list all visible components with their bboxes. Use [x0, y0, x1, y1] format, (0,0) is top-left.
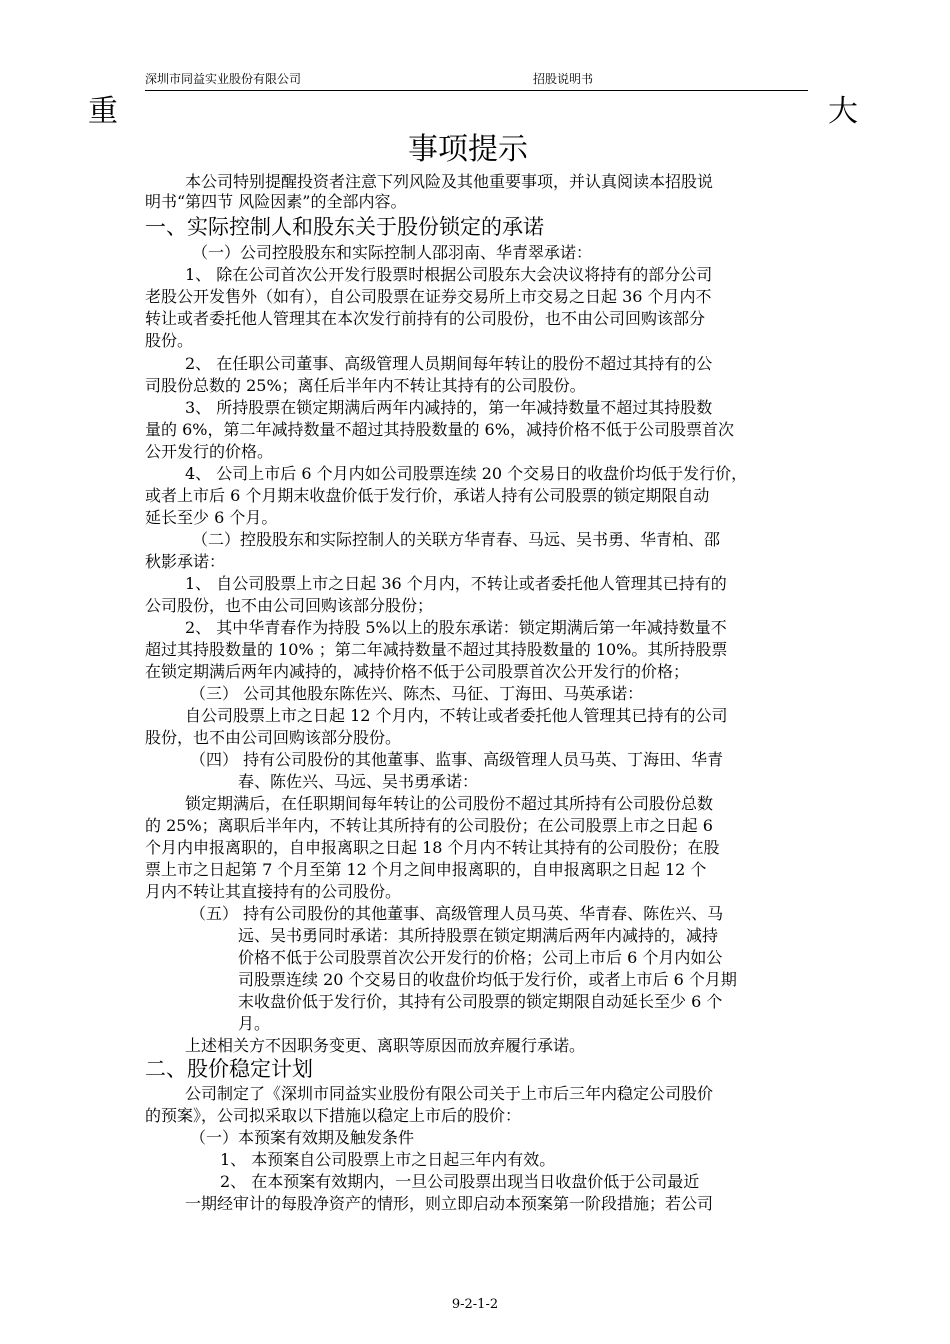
para-line: （三） 公司其他股东陈佐兴、陈杰、马征、丁海田、马英承诺：	[190, 684, 644, 703]
para-line: （二）控股股东和实际控制人的关联方华青春、马远、吴书勇、华青柏、邵	[192, 530, 721, 549]
para-line: 司股份总数的 25%；离任后半年内不转让其持有的公司股份。	[145, 376, 586, 395]
para-line: 月内不转让其直接持有的公司股份。	[145, 882, 402, 901]
para-line: 自公司股票上市之日起 12 个月内，不转让或者委托他人管理其已持有的公司	[185, 706, 728, 725]
page-number: 9-2-1-2	[451, 1297, 499, 1312]
para-line: 老股公开发售外（如有），自公司股票在证券交易所上市交易之日起 36 个月内不	[145, 287, 712, 306]
intro-line: 明书“第四节 风险因素”的全部内容。	[145, 192, 407, 211]
para-line: 一期经审计的每股净资产的情形，则立即启动本预案第一阶段措施；若公司	[185, 1194, 714, 1213]
para-line: 月。	[238, 1014, 271, 1033]
para-line: 1、 自公司股票上市之日起 36 个月内，不转让或者委托他人管理其已持有的	[185, 574, 727, 593]
intro-line: 本公司特别提醒投资者注意下列风险及其他重要事项，并认真阅读本招股说	[185, 172, 714, 191]
title-char-1: 重	[88, 94, 118, 129]
para-line: 2、 在任职公司董事、高级管理人员期间每年转让的股份不超过其持有的公	[185, 354, 713, 373]
para-line: （一）公司控股股东和实际控制人邵羽南、华青翠承诺：	[192, 243, 593, 262]
para-line: （五） 持有公司股份的其他董事、高级管理人员马英、华青春、陈佐兴、马	[190, 904, 724, 923]
para-line: 公司股份，也不由公司回购该部分股份；	[145, 596, 434, 615]
para-line: 的 25%；离职后半年内，不转让其所持有的公司股份；在公司股票上市之日起 6	[145, 816, 713, 835]
para-line: 远、吴书勇同时承诺：其所持股票在锁定期满后两年内减持的，减持	[238, 926, 719, 945]
para-line: 司股票连续 20 个交易日的收盘价均低于发行价，或者上市后 6 个月期	[238, 970, 737, 989]
para-line: 1、 除在公司首次公开发行股票时根据公司股东大会决议将持有的部分公司	[185, 265, 713, 284]
section-1-heading: 一、实际控制人和股东关于股份锁定的承诺	[145, 215, 544, 239]
section-2-heading: 二、股价稳定计划	[145, 1057, 313, 1081]
header-doc-title: 招股说明书	[533, 72, 594, 86]
para-line: 转让或者委托他人管理其在本次发行前持有的公司股份，也不由公司回购该部分	[145, 309, 706, 328]
para-line: 春、陈佐兴、马远、吴书勇承诺：	[238, 772, 479, 791]
para-line: 延长至少 6 个月。	[145, 508, 278, 527]
para-line: 或者上市后 6 个月期末收盘价低于发行价，承诺人持有公司股票的锁定期限自动	[145, 486, 710, 505]
para-line: 公司制定了《深圳市同益实业股份有限公司关于上市后三年内稳定公司股价	[185, 1084, 714, 1103]
title-char-2: 大	[828, 94, 858, 129]
para-line: 量的 6%，第二年减持数量不超过其持股数量的 6%，减持价格不低于公司股票首次	[145, 420, 734, 439]
header-company: 深圳市同益实业股份有限公司	[145, 72, 302, 86]
para-line: （一）本预案有效期及触发条件	[190, 1128, 415, 1147]
para-line: 3、 所持股票在锁定期满后两年内减持的，第一年减持数量不超过其持股数	[185, 398, 713, 417]
para-line: 公开发行的价格。	[145, 442, 274, 461]
page-header	[145, 70, 808, 91]
para-line: 上述相关方不因职务变更、离职等原因而放弃履行承诺。	[185, 1036, 586, 1055]
para-line: 的预案》，公司拟采取以下措施以稳定上市后的股价：	[145, 1106, 522, 1125]
para-line: 超过其持股数量的 10% ；第二年减持数量不超过其持股数量的 10%。其所持股票	[145, 640, 728, 659]
para-line: 1、 本预案自公司股票上市之日起三年内有效。	[220, 1150, 556, 1169]
para-line: 4、 公司上市后 6 个月内如公司股票连续 20 个交易日的收盘价均低于发行价，	[185, 464, 748, 483]
para-line: 股份。	[145, 331, 194, 350]
para-line: 个月内申报离职的，自申报离职之日起 18 个月内不转让其持有的公司股份；在股	[145, 838, 720, 857]
para-line: （四） 持有公司股份的其他董事、监事、高级管理人员马英、丁海田、华青	[190, 750, 724, 769]
para-line: 2、 在本预案有效期内，一旦公司股票出现当日收盘价低于公司最近	[220, 1172, 700, 1191]
para-line: 在锁定期满后两年内减持的，减持价格不低于公司股票首次公开发行的价格；	[145, 662, 690, 681]
para-line: 末收盘价低于发行价，其持有公司股票的锁定期限自动延长至少 6 个	[238, 992, 723, 1011]
para-line: 秋影承诺：	[145, 552, 226, 571]
para-line: 2、 其中华青春作为持股 5%以上的股东承诺：锁定期满后第一年减持数量不	[185, 618, 727, 637]
page-title: 事项提示	[408, 132, 528, 167]
para-line: 价格不低于公司股票首次公开发行的价格；公司上市后 6 个月内如公	[238, 948, 723, 967]
para-line: 票上市之日起第 7 个月至第 12 个月之间申报离职的，自申报离职之日起 12 个	[145, 860, 707, 879]
para-line: 锁定期满后，在任职期间每年转让的公司股份不超过其所持有公司股份总数	[185, 794, 714, 813]
para-line: 股份，也不由公司回购该部分股份。	[145, 728, 402, 747]
